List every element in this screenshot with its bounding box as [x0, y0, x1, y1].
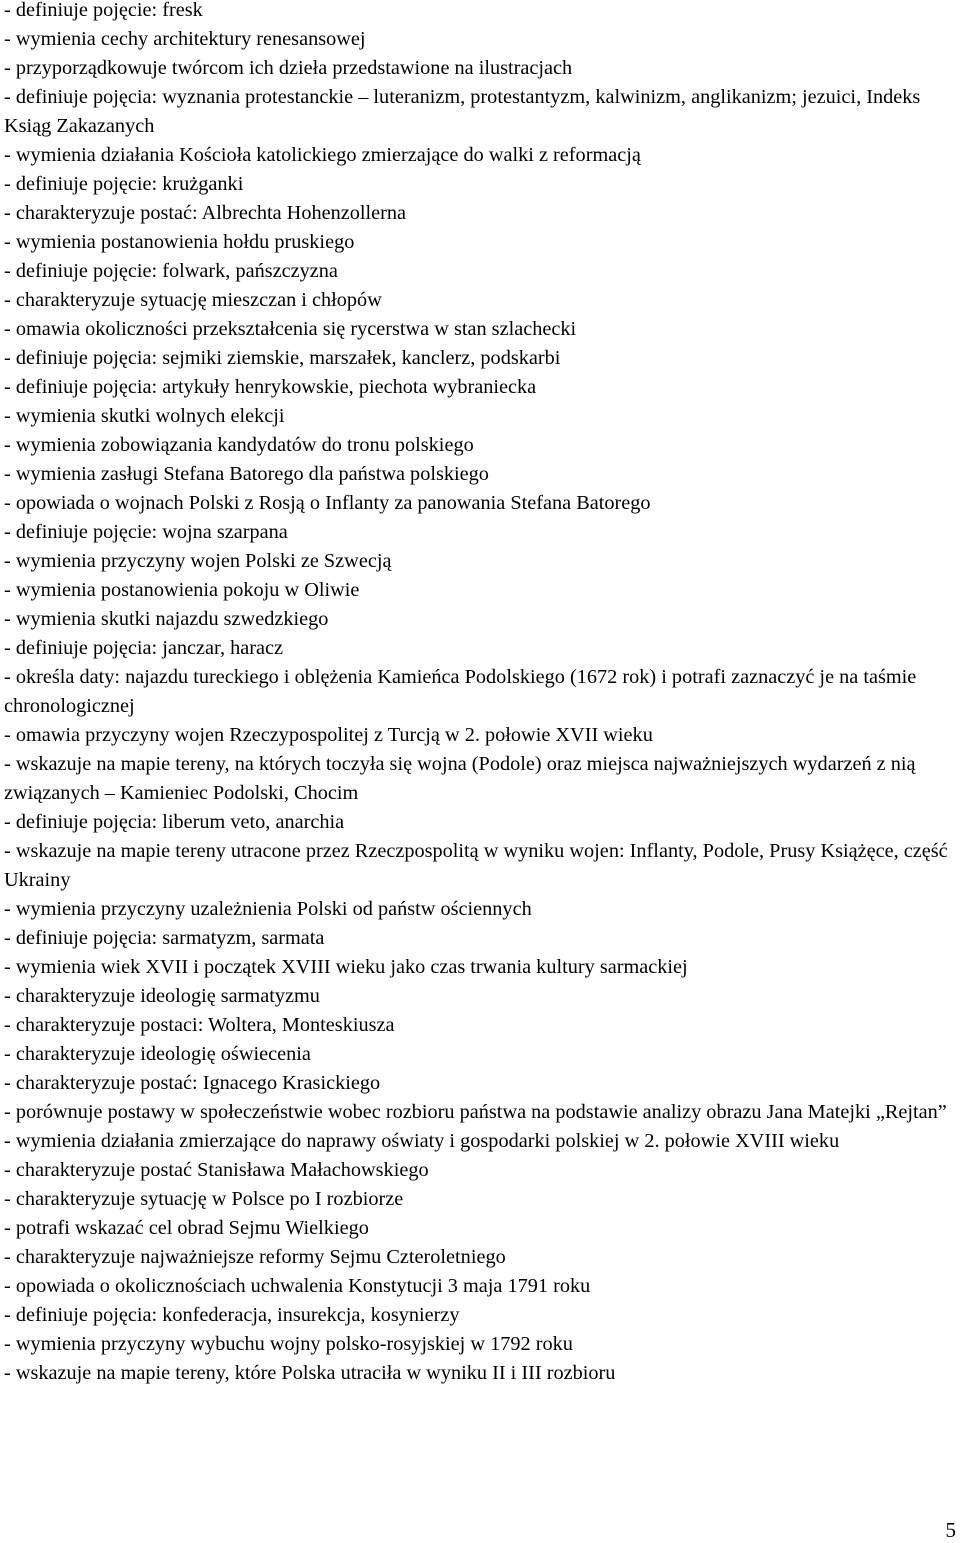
list-item: - omawia okoliczności przekształcenia się rycerstwa w stan szlachecki — [4, 318, 577, 340]
list-item: - definiuje pojęcie: folwark, pańszczyzna — [4, 260, 338, 282]
list-item: - przyporządkowuje twórcom ich dzieła przedstawione na ilustracjach — [4, 57, 573, 79]
list-item: - definiuje pojęcie: krużganki — [4, 173, 244, 195]
list-item: - wymienia działania Kościoła katolickiego zmierzające do walki z reformacją — [4, 144, 641, 166]
list-item: - definiuje pojęcia: artykuły henrykowskie, piechota wybraniecka — [4, 376, 537, 398]
list-item: - charakteryzuje postać: Albrechta Hohenzollerna — [4, 202, 407, 224]
list-item: - omawia przyczyny wojen Rzeczypospolitej z Turcją w 2. połowie XVII wieku — [4, 724, 653, 746]
list-item: - definiuje pojęcia: janczar, haracz — [4, 637, 284, 659]
list-item: - wymienia przyczyny wojen Polski ze Szwecją — [4, 550, 392, 572]
list-item: - definiuje pojęcie: fresk — [4, 0, 203, 21]
list-item: - charakteryzuje postać Stanisława Małachowskiego — [4, 1159, 429, 1181]
list-item: - wskazuje na mapie tereny utracone przez Rzeczpospolitą w wyniku wojen: Inflanty, Podole, Prusy Książęce, część Ukrainy — [4, 840, 948, 891]
list-item: - opowiada o wojnach Polski z Rosją o Inflanty za panowania Stefana Batorego — [4, 492, 651, 514]
list-item: - charakteryzuje ideologię oświecenia — [4, 1043, 311, 1065]
list-item: - wskazuje na mapie tereny, na których toczyła się wojna (Podole) oraz miejsca najważniejszych wydarzeń z nią związanych – Kamieniec Podolski, Chocim — [4, 753, 916, 804]
list-item: - charakteryzuje sytuację w Polsce po I rozbiorze — [4, 1188, 404, 1210]
list-item: - definiuje pojęcia: konfederacja, insurekcja, kosynierzy — [4, 1304, 460, 1326]
list-item: - charakteryzuje sytuację mieszczan i chłopów — [4, 289, 382, 311]
list-item: - wymienia zasługi Stefana Batorego dla państwa polskiego — [4, 463, 489, 485]
list-item: - definiuje pojęcia: liberum veto, anarchia — [4, 811, 345, 833]
list-item: - wskazuje na mapie tereny, które Polska utraciła w wyniku II i III rozbioru — [4, 1362, 616, 1384]
list-item: - potrafi wskazać cel obrad Sejmu Wielkiego — [4, 1217, 369, 1239]
list-item: - wymienia postanowienia hołdu pruskiego — [4, 231, 355, 253]
list-item: - charakteryzuje najważniejsze reformy Sejmu Czteroletniego — [4, 1246, 506, 1268]
list-item: - wymienia postanowienia pokoju w Oliwie — [4, 579, 360, 601]
list-item: - definiuje pojęcia: sejmiki ziemskie, marszałek, kanclerz, podskarbi — [4, 347, 561, 369]
list-item: - wymienia zobowiązania kandydatów do tronu polskiego — [4, 434, 474, 456]
requirements-list — [4, 0, 956, 1388]
list-item: - określa daty: najazdu tureckiego i oblężenia Kamieńca Podolskiego (1672 rok) i potrafi zaznaczyć je na taśmie chronologicznej — [4, 666, 917, 717]
list-item: - wymienia wiek XVII i początek XVIII wieku jako czas trwania kultury sarmackiej — [4, 956, 688, 978]
list-item: - wymienia działania zmierzające do naprawy oświaty i gospodarki polskiej w 2. połowie XVIII wieku — [4, 1130, 840, 1152]
list-item: - definiuje pojęcie: wojna szarpana — [4, 521, 288, 543]
list-item: - charakteryzuje ideologię sarmatyzmu — [4, 985, 320, 1007]
document-body — [4, 0, 956, 1388]
list-item: - definiuje pojęcia: sarmatyzm, sarmata — [4, 927, 325, 949]
list-item: - opowiada o okolicznościach uchwalenia Konstytucji 3 maja 1791 roku — [4, 1275, 591, 1297]
list-item: - wymienia przyczyny wybuchu wojny polsko-rosyjskiej w 1792 roku — [4, 1333, 573, 1355]
page-number: 5 — [945, 1518, 956, 1542]
list-item: - wymienia przyczyny uzależnienia Polski od państw ościennych — [4, 898, 532, 920]
list-item: - porównuje postawy w społeczeństwie wobec rozbioru państwa na podstawie analizy obrazu Jana Matejki „Rejtan” — [4, 1101, 947, 1123]
list-item: - wymienia cechy architektury renesansowej — [4, 28, 366, 50]
list-item: - wymienia skutki wolnych elekcji — [4, 405, 285, 427]
list-item: - charakteryzuje postać: Ignacego Krasickiego — [4, 1072, 381, 1094]
list-item: - charakteryzuje postaci: Woltera, Monteskiusza — [4, 1014, 395, 1036]
list-item: - definiuje pojęcia: wyznania protestanckie – luteranizm, protestantyzm, kalwinizm, anglikanizm; jezuici, Indeks Ksiąg Zakazanych — [4, 86, 921, 137]
list-item: - wymienia skutki najazdu szwedzkiego — [4, 608, 329, 630]
